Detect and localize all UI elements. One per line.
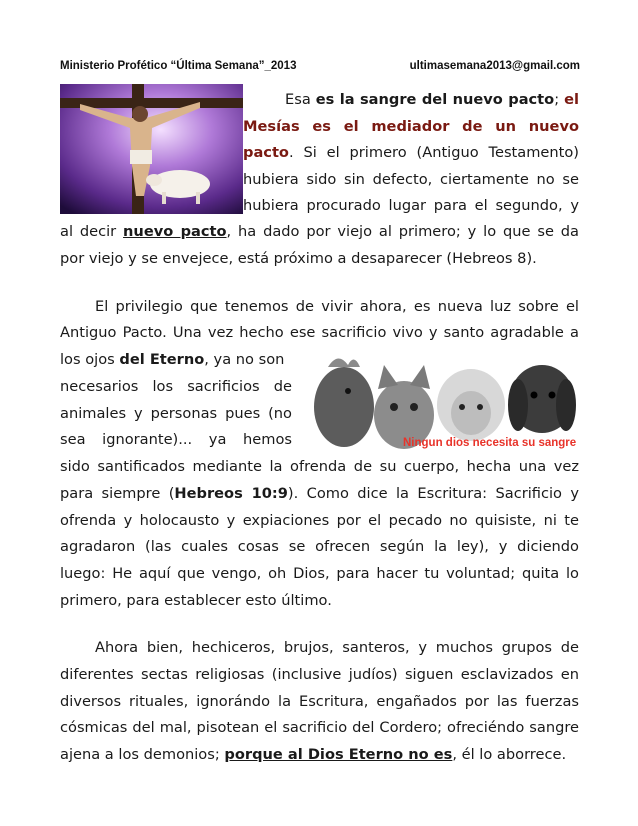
- p2-line-2: Antiguo Pacto. Una vez hecho ese sacrificio vivo y santo agradable a: [60, 324, 579, 341]
- p2-line-10: agradaron (las cuales cosas se ofrecen según la ley), y diciendo: [60, 538, 579, 555]
- p1-line-5: hubiera procurado lugar para el segundo, y: [243, 197, 579, 214]
- p2-line-3: los ojos del Eterno, ya no son: [60, 351, 285, 368]
- p3-line-4: cósmicas del mal, pisotean el sacrificio del Cordero; ofreciéndo sangre: [60, 719, 579, 736]
- p2-line-8: para siempre (Hebreos 10:9). Como dice la Escritura: Sacrificio y: [60, 485, 579, 502]
- p2-line-5: animales y personas pues (no: [60, 405, 292, 422]
- animals-caption: Ningun dios necesita su sangre: [403, 437, 577, 449]
- p1-line-4: hubiera sido sin defecto, ciertamente no se: [243, 171, 579, 188]
- p1-line-3: pacto. Si el primero (Antiguo Testamento): [243, 144, 579, 161]
- p2-line-4: necesarios los sacrificios de: [60, 378, 292, 395]
- p1-line-2: Mesías es el mediador de un nuevo: [243, 118, 579, 135]
- p2-line-11: luego: He aquí que vengo, oh Dios, para hacer tu voluntad; quita lo: [60, 565, 579, 582]
- p2-line-7: sido santificados mediante la ofrenda de su cuerpo, hecha una vez: [60, 458, 579, 475]
- p3-line-5: ajena a los demonios; porque al Dios Eterno no es, él lo aborrece.: [60, 746, 567, 763]
- p1-line-7: por viejo y se envejece, está próximo a desaparecer (Hebreos 8).: [60, 250, 537, 267]
- crucifix-lamb-image: [60, 84, 243, 214]
- header-email: ultimasemana2013@gmail.com: [409, 60, 580, 72]
- p1-line-6: al decir nuevo pacto, ha dado por viejo al primero; y lo que se da: [60, 223, 579, 240]
- animals-image: [308, 345, 581, 455]
- p2-line-1: El privilegio que tenemos de vivir ahora, es nueva luz sobre el: [95, 298, 579, 315]
- p3-line-1: Ahora bien, hechiceros, brujos, santeros, y muchos grupos de: [95, 639, 579, 656]
- page-header: [60, 60, 580, 76]
- p3-line-3: diversos rituales, ignorándo la Escritura, engañados por las fuerzas: [60, 693, 579, 710]
- p2-line-6: sea ignorante)... ya hemos: [60, 431, 292, 448]
- p2-line-9: ofrenda y holocausto y expiaciones por el pecado no quisiste, ni te: [60, 512, 579, 529]
- p2-line-12: primero, para establecer esto último.: [60, 592, 332, 609]
- p3-line-2: diferentes sectas religiosas (inclusive judíos) siguen esclavizados en: [60, 666, 579, 683]
- header-ministry-name: Ministerio Profético “Última Semana”_2013: [60, 60, 297, 72]
- p1-line-1: Esa es la sangre del nuevo pacto; el: [285, 91, 579, 108]
